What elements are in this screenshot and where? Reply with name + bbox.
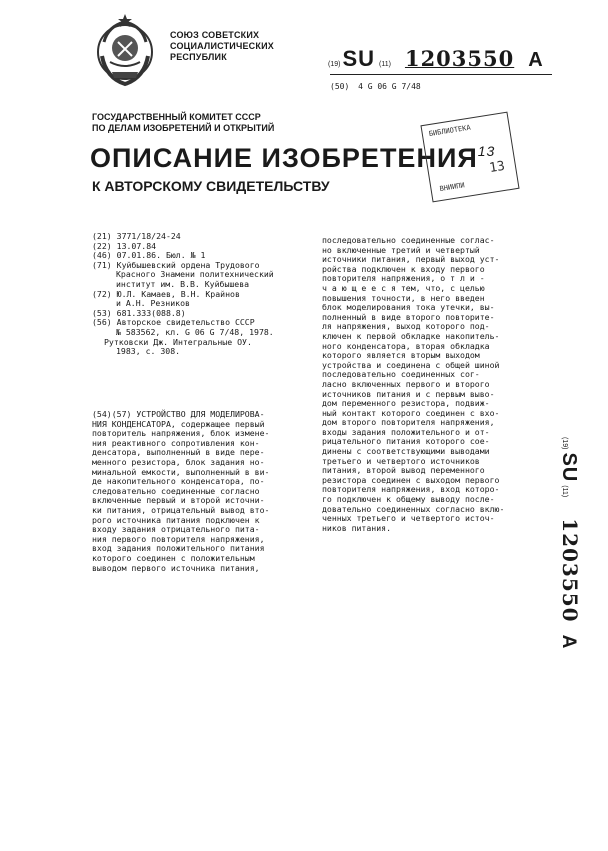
abstract-line: следовательно соединенные согласно (92, 485, 260, 496)
library-stamp (420, 112, 519, 203)
abstract-line: последовательно соединенные соглас- (322, 235, 495, 245)
abstract-line: входы задания положительного и от- (322, 426, 490, 437)
abstract-line: резистора соединен с выходом первого (322, 474, 500, 485)
ipc-classification (330, 82, 425, 91)
patent-number: 1203550 (404, 46, 515, 71)
stamp-number: 13 (488, 158, 507, 177)
abstract-line: но включенные третий и четвертый (322, 244, 480, 255)
abstract-line: го подключен к общему выводу после- (322, 494, 495, 505)
abstract-line: блок моделирования тока утечки, вы- (322, 302, 495, 313)
document-title-text: ОПИСАНИЕ ИЗОБРЕТЕНИЯ (90, 143, 478, 173)
side-patent-number-text: 1203550 (558, 518, 582, 623)
abstract-line: ч а ю щ е е с я тем, что, с целью (322, 282, 485, 293)
abstract-line: ного конденсатора, вторая обкладка (322, 340, 490, 351)
bibliographic-data (92, 232, 274, 357)
committee-name (92, 112, 274, 134)
abstract-line: ния реактивного сопротивления кон- (92, 437, 260, 448)
abstract-line: повторитель напряжения, блок измене- (92, 428, 270, 439)
biblio-line: (21) 3771/18/24-24 (92, 231, 181, 241)
biblio-line: институт им. В.В. Куйбышева (116, 278, 250, 289)
abstract-line: третьего и четвертого источников (322, 455, 480, 466)
abstract-line: ключен к первой обкладке накопитель- (322, 330, 500, 341)
abstract-line: последовательно соединенных сог- (322, 369, 480, 380)
abstract-line: источники питания, первый выход уст- (322, 254, 500, 265)
abstract-line: рицательного питания которого сое- (322, 436, 490, 447)
abstract-line: денсатора, выполненный в виде пере- (92, 447, 265, 458)
abstract-line: включенные первый и второй источни- (92, 495, 265, 506)
state-name (170, 30, 274, 63)
biblio-line: 1983, с. 308. (116, 346, 181, 357)
abstract-line: питания, второй вывод переменного (322, 465, 485, 476)
abstract-line: ласно включенных первого и второго (322, 378, 490, 389)
biblio-line: (53) 681.333(088.8) (92, 307, 186, 318)
abstract-line: источников питания и с первым выво- (322, 388, 495, 399)
side-country-code-label: (19) (561, 437, 568, 450)
state-line: РЕСПУБЛИК (170, 52, 227, 62)
country-code-label: (19) (328, 61, 341, 68)
biblio-line: (56) Авторское свидетельство СССР (92, 317, 255, 328)
biblio-line: (22) 13.07.84 (92, 240, 157, 251)
abstract-line: выводом первого источника питания, (92, 562, 260, 573)
side-patent-kind: A (558, 634, 579, 649)
biblio-line: и А.Н. Резников (116, 298, 190, 309)
state-line: СОЮЗ СОВЕТСКИХ (170, 30, 260, 40)
abstract-line: ки питания, отрицательный вывод вто- (92, 504, 270, 515)
abstract-line: устройства и соединена с общей шиной (322, 359, 500, 370)
abstract-line: (54)(57) УСТРОЙСТВО ДЛЯ МОДЕЛИРОВА- (92, 409, 265, 419)
abstract-line: которого соединен с положительным (92, 552, 255, 563)
biblio-line: (71) Куйбышевский ордена Трудового (92, 259, 260, 270)
country-code: SU (342, 46, 376, 71)
abstract-line: де накопительного конденсатора, по- (92, 476, 265, 487)
committee-line: ПО ДЕЛАМ ИЗОБРЕТЕНИЙ И ОТКРЫТИЙ (92, 123, 275, 133)
abstract-line: дом переменного резистора, подвиж- (322, 398, 490, 409)
abstract-line: ный контакт которого соединен с вхо- (322, 407, 500, 418)
biblio-line: № 583562, кл. G 06 G 7/48, 1978. (116, 326, 274, 337)
committee-line: ГОСУДАРСТВЕННЫЙ КОМИТЕТ СССР (92, 112, 261, 122)
abstract-line: довательно соединенных согласно вклю- (322, 503, 505, 514)
document-title-suffix: 13 (477, 143, 496, 159)
biblio-line: Красного Знамени политехнический (116, 269, 274, 280)
header-rule (330, 74, 552, 75)
abstract-line: ников питания. (322, 522, 392, 533)
biblio-line: (46) 07.01.86. Бюл. № 1 (92, 250, 206, 261)
patent-number-block (328, 46, 543, 72)
abstract-line: рого источника питания подключен к (92, 514, 260, 525)
side-patent-number (546, 434, 586, 664)
abstract-left-column (92, 410, 269, 573)
abstract-line: динены с соответствующими выводами (322, 446, 490, 457)
abstract-line: дом второго повторителя напряжения, (322, 417, 495, 428)
ipc-label: (50) (330, 82, 350, 91)
abstract-line: ройства подключен к входу первого (322, 263, 485, 274)
stamp-text: ВНИИПИ (439, 181, 466, 194)
abstract-line: вход задания положительного питания (92, 543, 265, 554)
biblio-line: Рутковски Дж. Интегральные ОУ. (104, 336, 252, 347)
abstract-right-column (322, 236, 504, 533)
side-country-code: SU (558, 452, 580, 483)
ussr-emblem-icon (92, 12, 158, 94)
patent-kind: A (528, 49, 543, 71)
abstract-line: входу задания отрицательного питa- (92, 524, 260, 535)
abstract-line: повторителя напряжения, вход которо- (322, 484, 500, 495)
abstract-line: ля напряжения, выход которого под- (322, 321, 490, 332)
stamp-text: БИБЛИОТЕКА (428, 123, 472, 139)
number-label: (11) (379, 61, 391, 68)
abstract-line: которого является вторым выходом (322, 350, 480, 361)
abstract-line: ния первого повторителя напряжения, (92, 533, 265, 544)
abstract-line: повторителя напряжения, о т л и - (322, 273, 485, 284)
abstract-line: НИЯ КОНДЕНСАТОРА, содержащее первый (92, 418, 265, 429)
abstract-line: менного резистора, блок задания но- (92, 456, 265, 467)
abstract-line: ченных третьего и четвертого источ- (322, 513, 495, 524)
document-subtitle: К АВТОРСКОМУ СВИДЕТЕЛЬСТВУ (92, 178, 330, 194)
ipc-code: 4 G 06 G 7/48 (358, 82, 421, 91)
abstract-line: повышения точности, в него введен (322, 292, 485, 303)
state-line: СОЦИАЛИСТИЧЕСКИХ (170, 41, 274, 51)
abstract-line: полненный в виде второго повторите- (322, 311, 495, 322)
side-number-label: (11) (561, 485, 568, 498)
abstract-line: минальной емкости, выполненный в ви- (92, 466, 270, 477)
biblio-line: (72) Ю.Л. Камаев, В.Н. Крайнов (92, 288, 240, 299)
